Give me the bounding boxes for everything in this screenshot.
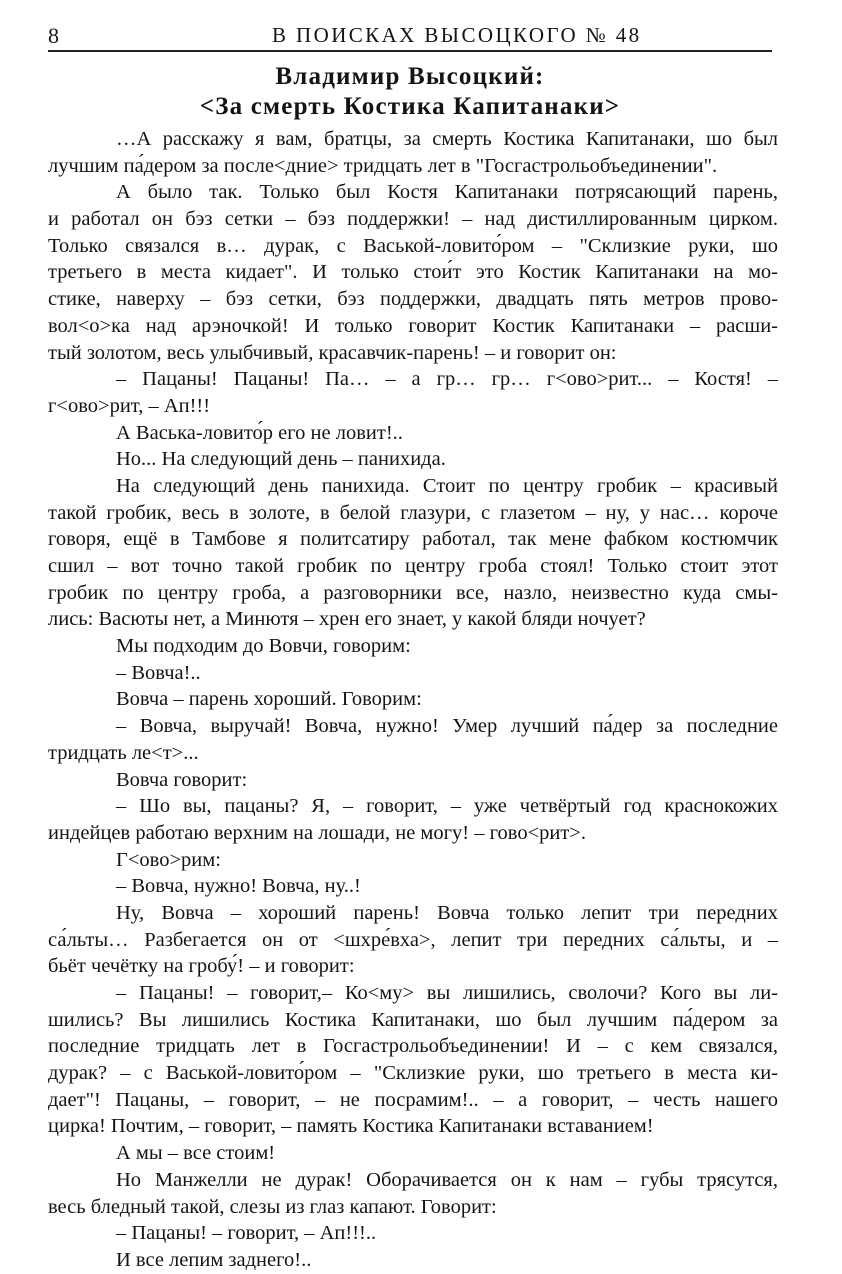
text-line: весь бледный такой, слезы из глаз капают. Говорит: [48, 1195, 497, 1218]
article-title [48, 62, 772, 122]
text-line: гробик по центру гроба, а разговорники все, назло, неизвестно куда смы- [48, 581, 778, 604]
page-header [48, 20, 772, 52]
text-line: А мы – все стоим! [116, 1142, 276, 1165]
title-author: Владимир Высоцкий: [275, 63, 545, 90]
text-line: стике, наверху – бэз сетки, бэз поддержки, двадцать пять метров прово- [48, 288, 778, 311]
text-line: бьёт чечётку на гробу́! – и говорит: [48, 955, 355, 978]
title-work: <За смерть Костика Капитанаки> [199, 93, 621, 120]
text-line: А Васька-ловито́р его не ловит!.. [116, 421, 403, 444]
text-line: – Вовча, нужно! Вовча, ну..! [116, 875, 361, 898]
text-line: Мы подходим до Вовчи, говорим: [116, 635, 411, 658]
text-line: А было так. Только был Костя Капитанаки потрясающий парень, [116, 181, 778, 204]
text-line: тый золотом, весь улыбчивый, красавчик-парень! – и говорит он: [48, 341, 617, 364]
running-title: В ПОИСКАХ ВЫСОЦКОГО № 48 [272, 23, 642, 47]
text-line: дурак? – с Васькой-ловито́ром – "Склизкие руки, шо третьего в места ки- [48, 1062, 778, 1085]
text-line: вол<о>ка над арэночкой! И только говорит Костик Капитанаки – расши- [48, 314, 778, 337]
text-line: – Пацаны! Пацаны! Па… – а гр… гр… г<ово>рит... – Костя! – [116, 368, 778, 391]
text-line: – Шо вы, пацаны? Я, – говорит, – уже четвёртый год краснокожих [116, 795, 778, 818]
text-line: …А расскажу я вам, братцы, за смерть Костика Капитанаки, шо был [116, 128, 778, 150]
text-line: Ну, Вовча – хороший парень! Вовча только лепит три передних [116, 901, 778, 924]
text-line: са́льты… Разбегается он от <шхре́вха>, лепит три передних са́льты, и – [48, 928, 778, 951]
text-line: лись: Васюты нет, а Минютя – хрен его знает, у какой бляди ночует? [48, 608, 646, 631]
text-line: Но... На следующий день – панихида. [116, 448, 446, 471]
text-line: – Вовча, выручай! Вовча, нужно! Умер лучший па́дер за последние [116, 715, 778, 738]
text-line: говоря, ещё в Тамбове я политсатиру работал, так мене фабком костюмчик [48, 528, 778, 551]
text-line: Вовча – парень хороший. Говорим: [116, 688, 422, 711]
page-number: 8 [48, 23, 59, 48]
text-line: Только связался в… дурак, с Васькой-ловито́ром – "Склизкие руки, шо [48, 234, 778, 257]
text-line: – Пацаны! – говорит, – Ап!!!.. [116, 1222, 377, 1245]
text-line: и работал он бэз сетки – бэз поддержки! – над дистиллированным цирком. [48, 208, 778, 231]
text-line: последние тридцать лет в Госгастрольобъединении! И – с кем связался, [48, 1035, 778, 1058]
text-line: Но Манжелли не дурак! Оборачивается он к нам – губы трясутся, [116, 1168, 778, 1191]
text-line: сшил – вот точно такой гробик по центру гроба стоял! Только стоит этот [48, 555, 778, 577]
text-line: – Пацаны! – говорит,– Ко<му> вы лишились, сволочи? Кого вы ли- [116, 982, 778, 1004]
text-line: лучшим па́дером за после<дние> тридцать лет в "Госгастрольобъединении". [48, 154, 718, 177]
text-line: Г<ово>рим: [116, 848, 221, 871]
text-line: г<ово>рит, – Ап!!! [48, 394, 211, 417]
text-line: цирка! Почтим, – говорит, – память Костика Капитанаки вставанием! [48, 1115, 654, 1138]
text-line: дает"! Пацаны, – говорит, – не посрамим!.. – а говорит, – честь нашего [48, 1088, 778, 1111]
article-body [48, 126, 778, 1274]
text-line: такой гробик, весь в золоте, в белой глазури, с глазетом – ну, у нас… короче [48, 501, 778, 524]
text-line: индейцев работаю верхним на лошади, не могу! – гово<рит>. [48, 821, 586, 844]
text-line: И все лепим заднего!.. [116, 1248, 312, 1271]
text-line: шились? Вы лишились Костика Капитанаки, шо был лучшим па́дером за [48, 1008, 778, 1031]
text-line: Вовча говорит: [116, 768, 248, 791]
text-line: – Вовча!.. [116, 661, 201, 684]
text-line: третьего в места кидает". И только стои́т это Костик Капитанаки на мо- [48, 261, 778, 284]
text-line: тридцать ле<т>... [48, 741, 199, 764]
text-line: На следующий день панихида. Стоит по центру гробик – красивый [116, 474, 778, 497]
